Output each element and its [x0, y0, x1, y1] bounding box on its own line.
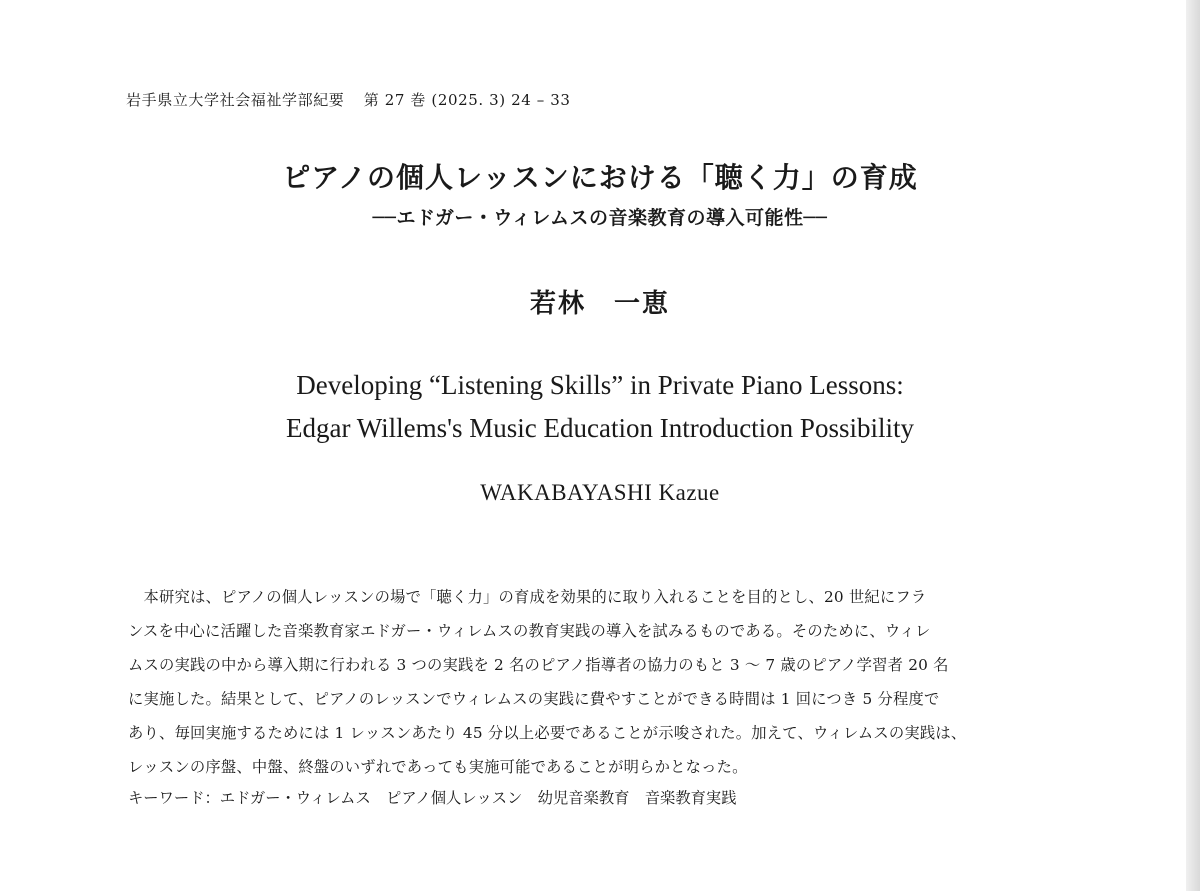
- abstract-line: ンスを中心に活躍した音楽教育家エドガー・ウィレムスの教育実践の導入を試みるものである。そのために、ウィレ: [128, 622, 931, 640]
- abstract-line: に実施した。結果として、ピアノのレッスンでウィレムスの実践に費やすことができる時間は 1 回につき 5 分程度で: [128, 690, 940, 708]
- abstract-line: レッスンの序盤、中盤、終盤のいずれであっても実施可能であることが明らかとなった。: [128, 758, 748, 776]
- running-header: [126, 89, 571, 110]
- abstract-line: 本研究は、ピアノの個人レッスンの場で「聴く力」の育成を効果的に取り入れることを目的とし、20 世紀にフラ: [128, 588, 927, 606]
- japanese-title: ピアノの個人レッスンにおける「聴く力」の育成: [282, 161, 918, 194]
- english-title-line-2: Edgar Willems's Music Education Introduction Possibility: [286, 413, 914, 443]
- english-author: WAKABAYASHI Kazue: [480, 480, 720, 505]
- japanese-subtitle: ──エドガー・ウィレムスの音楽教育の導入可能性──: [372, 207, 828, 229]
- japanese-author: 若林 一恵: [529, 289, 670, 319]
- abstract-line: ムスの実践の中から導入期に行われる 3 つの実践を 2 名のピアノ指導者の協力のもと 3 ～ 7 歳のピアノ学習者 20 名: [128, 656, 949, 674]
- english-title-line-1: Developing “Listening Skills” in Private Piano Lessons:: [296, 370, 904, 400]
- page-edge: [1186, 0, 1200, 891]
- abstract: [128, 580, 1073, 784]
- abstract-line: あり、毎回実施するためには 1 レッスンあたり 45 分以上必要であることが示唆された。加えて、ウィレムスの実践は、: [128, 724, 967, 742]
- journal-name: 岩手県立大学社会福祉学部紀要: [126, 91, 345, 109]
- keywords: キーワード：エドガー・ウィレムス ピアノ個人レッスン 幼児音楽教育 音楽教育実践: [128, 789, 737, 807]
- volume-info: 第 27 巻 (2025. 3) 24 – 33: [363, 91, 571, 109]
